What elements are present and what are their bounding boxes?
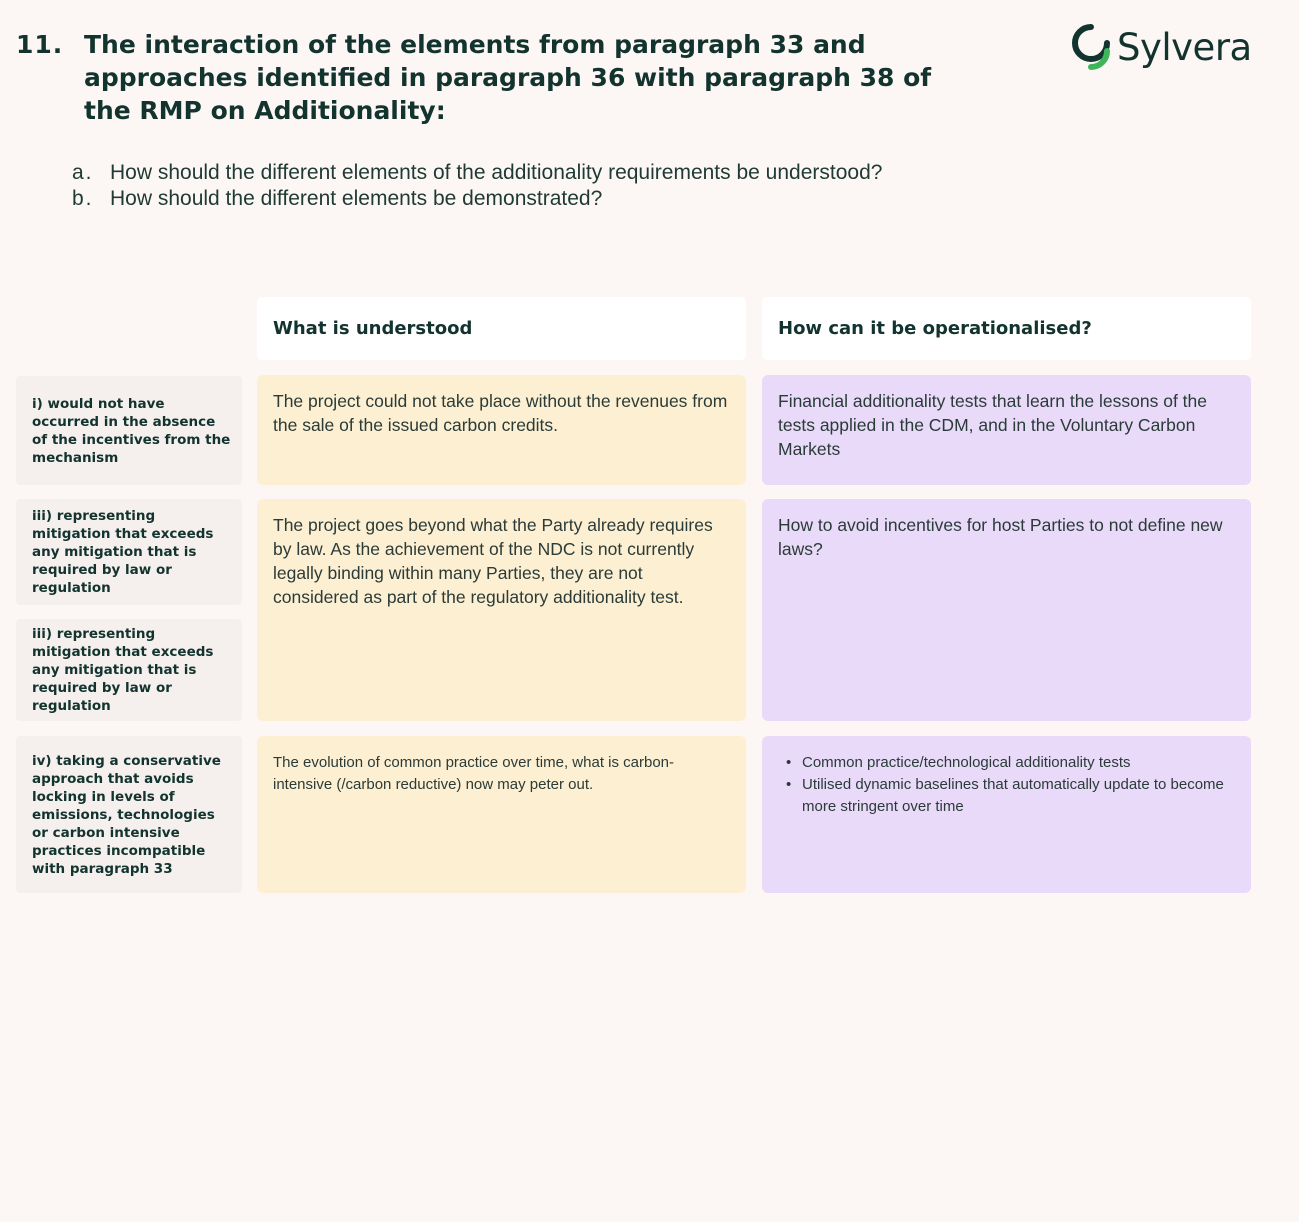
- section-number: 11.: [16, 30, 64, 59]
- row-label: iii) representing mitigation that exceeds any mitigation that is required by law or regulation: [16, 499, 242, 605]
- question-label: a.: [72, 161, 94, 184]
- bullet-list: [778, 752, 1235, 818]
- section-heading: [16, 28, 946, 127]
- question-list: [72, 160, 902, 212]
- list-item: [778, 752, 1235, 774]
- operationalised-cell: How to avoid incentives for host Parties to not define new laws?: [762, 499, 1251, 721]
- operationalised-cell: Financial additionality tests that learn the lessons of the tests applied in the CDM, and in the Voluntary Carbon Markets: [762, 375, 1251, 485]
- understood-cell: The evolution of common practice over time, what is carbon-intensive (/carbon reductive) now may peter out.: [257, 736, 746, 893]
- question-label: b.: [72, 187, 94, 210]
- list-item: [778, 774, 1235, 818]
- bullet-text: Common practice/technological additionality tests: [802, 754, 1131, 771]
- logo-wordmark: Sylvera: [1117, 25, 1252, 69]
- row-label: iii) representing mitigation that exceeds any mitigation that is required by law or regulation: [16, 619, 242, 721]
- list-item: [72, 186, 902, 212]
- question-text: How should the different elements of the additionality requirements be understood?: [110, 161, 883, 184]
- row-label: iv) taking a conservative approach that avoids locking in levels of emissions, technologies or carbon intensive practices incompatible with paragraph 33: [16, 736, 242, 893]
- section-title: The interaction of the elements from paragraph 33 and approaches identified in paragraph 36 with paragraph 38 of the RMP on Additionality:: [84, 30, 932, 125]
- operationalised-cell: [762, 736, 1251, 893]
- question-text: How should the different elements be demonstrated?: [110, 187, 603, 210]
- column-header-operationalised: How can it be operationalised?: [762, 297, 1251, 360]
- column-header-understood: What is understood: [257, 297, 746, 360]
- list-item: [72, 160, 902, 186]
- sylvera-mark-icon: [1071, 23, 1111, 71]
- sylvera-logo: [1071, 22, 1252, 72]
- bullet-icon: •: [786, 776, 792, 793]
- understood-cell: The project could not take place without the revenues from the sale of the issued carbon credits.: [257, 375, 746, 485]
- bullet-text: Utilised dynamic baselines that automatically update to become more stringent over time: [802, 776, 1224, 815]
- row-label: i) would not have occurred in the absence of the incentives from the mechanism: [16, 376, 242, 485]
- understood-cell: The project goes beyond what the Party already requires by law. As the achievement of the NDC is not currently legally binding within many Parties, they are not considered as part of the regulatory additionality test.: [257, 499, 746, 721]
- bullet-icon: •: [786, 754, 792, 771]
